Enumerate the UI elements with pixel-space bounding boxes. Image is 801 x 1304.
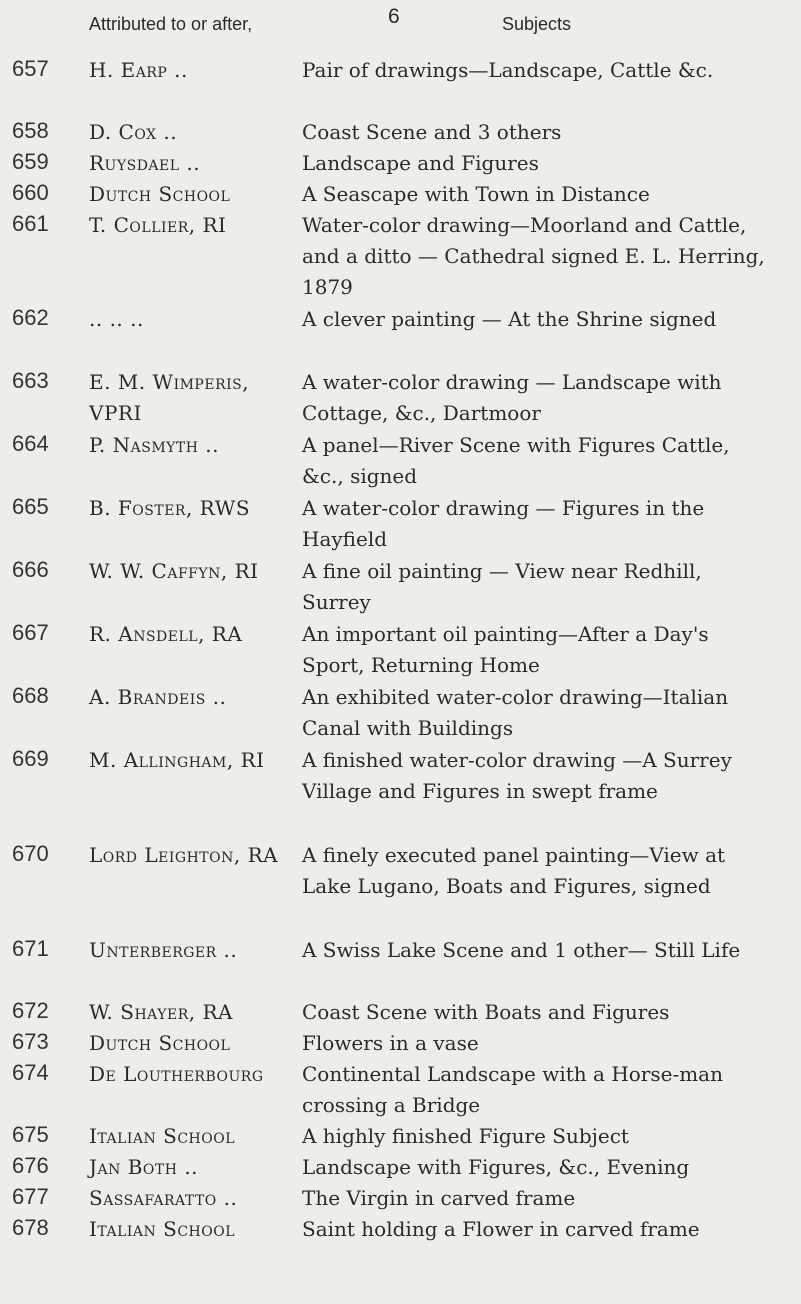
- lot-artist: D. Cox ..: [89, 120, 178, 144]
- lot-number: 660: [12, 180, 49, 205]
- lot-number: 667: [12, 620, 49, 645]
- lot-artist: Dutch School: [89, 182, 231, 206]
- lot-artist: P. Nasmyth ..: [89, 433, 220, 457]
- lot-artist: Unterberger ..: [89, 938, 238, 962]
- lot-number: 665: [12, 494, 49, 519]
- lot-artist: Lord Leighton, RA: [89, 843, 279, 867]
- lot-number: 668: [12, 683, 49, 708]
- lot-artist: W. Shayer, RA: [89, 1000, 233, 1024]
- lot-subject: Coast Scene and 3 others: [302, 120, 562, 144]
- lot-artist: M. Allingham, RI: [89, 748, 265, 772]
- lot-subject: Coast Scene with Boats and Figures: [302, 1000, 670, 1024]
- lot-number: 662: [12, 305, 49, 330]
- lot-subject: A clever painting — At the Shrine signed: [302, 307, 717, 331]
- lot-subject: An important oil painting—After a Day's Sport, Returning Home: [302, 622, 709, 677]
- lot-artist: T. Collier, RI: [89, 213, 227, 237]
- attributed-header: Attributed to or after,: [89, 14, 253, 34]
- lot-number: 663: [12, 368, 49, 393]
- lot-subject: A fine oil painting — View near Redhill, Surrey: [302, 559, 702, 614]
- lot-number: 674: [12, 1060, 49, 1085]
- lot-number: 673: [12, 1029, 49, 1054]
- lot-artist: E. M. Wimperis, VPRI: [89, 370, 250, 425]
- lot-subject: Water-color drawing—Moorland and Cattle, and a ditto — Cathedral signed E. L. Herring, 1879: [302, 213, 765, 299]
- lot-number: 677: [12, 1184, 49, 1209]
- lot-artist: Ruysdael ..: [89, 151, 201, 175]
- lot-artist: Italian School: [89, 1124, 236, 1148]
- lot-number: 672: [12, 998, 49, 1023]
- page-number: 6: [388, 5, 400, 28]
- lot-artist: Sassafaratto ..: [89, 1186, 238, 1210]
- lot-subject: An exhibited water-color drawing—Italian Canal with Buildings: [302, 685, 729, 740]
- lot-artist: Italian School: [89, 1217, 236, 1241]
- lot-subject: A Seascape with Town in Distance: [302, 182, 650, 206]
- lot-artist: Jan Both ..: [89, 1155, 199, 1179]
- column-header: [0, 14, 801, 44]
- lot-artist: De Loutherbourg: [89, 1062, 264, 1086]
- lot-number: 678: [12, 1215, 49, 1240]
- lot-subject: Saint holding a Flower in carved frame: [302, 1217, 700, 1241]
- lot-artist: W. W. Caffyn, RI: [89, 559, 259, 583]
- lot-number: 664: [12, 431, 49, 456]
- lot-artist: R. Ansdell, RA: [89, 622, 243, 646]
- lot-subject: The Virgin in carved frame: [302, 1186, 576, 1210]
- lot-artist: H. Earp ..: [89, 58, 188, 82]
- lot-subject: A finely executed panel painting—View at Lake Lugano, Boats and Figures, signed: [302, 843, 726, 898]
- lot-number: 676: [12, 1153, 49, 1178]
- lot-number: 669: [12, 746, 49, 771]
- lot-number: 670: [12, 841, 49, 866]
- lot-number: 659: [12, 149, 49, 174]
- lot-number: 666: [12, 557, 49, 582]
- subjects-header: Subjects: [502, 14, 572, 34]
- lot-subject: A panel—River Scene with Figures Cattle, &c., signed: [302, 433, 730, 488]
- lot-subject: A water-color drawing — Figures in the Hayfield: [302, 496, 705, 551]
- lot-subject: Pair of drawings—Landscape, Cattle &c.: [302, 58, 714, 82]
- lot-subject: A highly finished Figure Subject: [302, 1124, 629, 1148]
- lot-number: 671: [12, 936, 49, 961]
- lot-subject: Flowers in a vase: [302, 1031, 479, 1055]
- lot-subject: A water-color drawing — Landscape with Cottage, &c., Dartmoor: [302, 370, 722, 425]
- lot-artist: Dutch School: [89, 1031, 231, 1055]
- lot-subject: A finished water-color drawing —A Surrey Village and Figures in swept frame: [302, 748, 732, 803]
- lot-artist: A. Brandeis ..: [89, 685, 227, 709]
- lot-subject: A Swiss Lake Scene and 1 other— Still Life: [302, 938, 741, 962]
- lot-artist: B. Foster, RWS: [89, 496, 251, 520]
- lot-number: 675: [12, 1122, 49, 1147]
- lot-number: 657: [12, 56, 49, 81]
- lot-subject: Continental Landscape with a Horse-man crossing a Bridge: [302, 1062, 723, 1117]
- lot-subject: Landscape and Figures: [302, 151, 539, 175]
- lot-number: 658: [12, 118, 49, 143]
- lot-artist: .. .. ..: [89, 307, 144, 331]
- lot-subject: Landscape with Figures, &c., Evening: [302, 1155, 690, 1179]
- lot-number: 661: [12, 211, 49, 236]
